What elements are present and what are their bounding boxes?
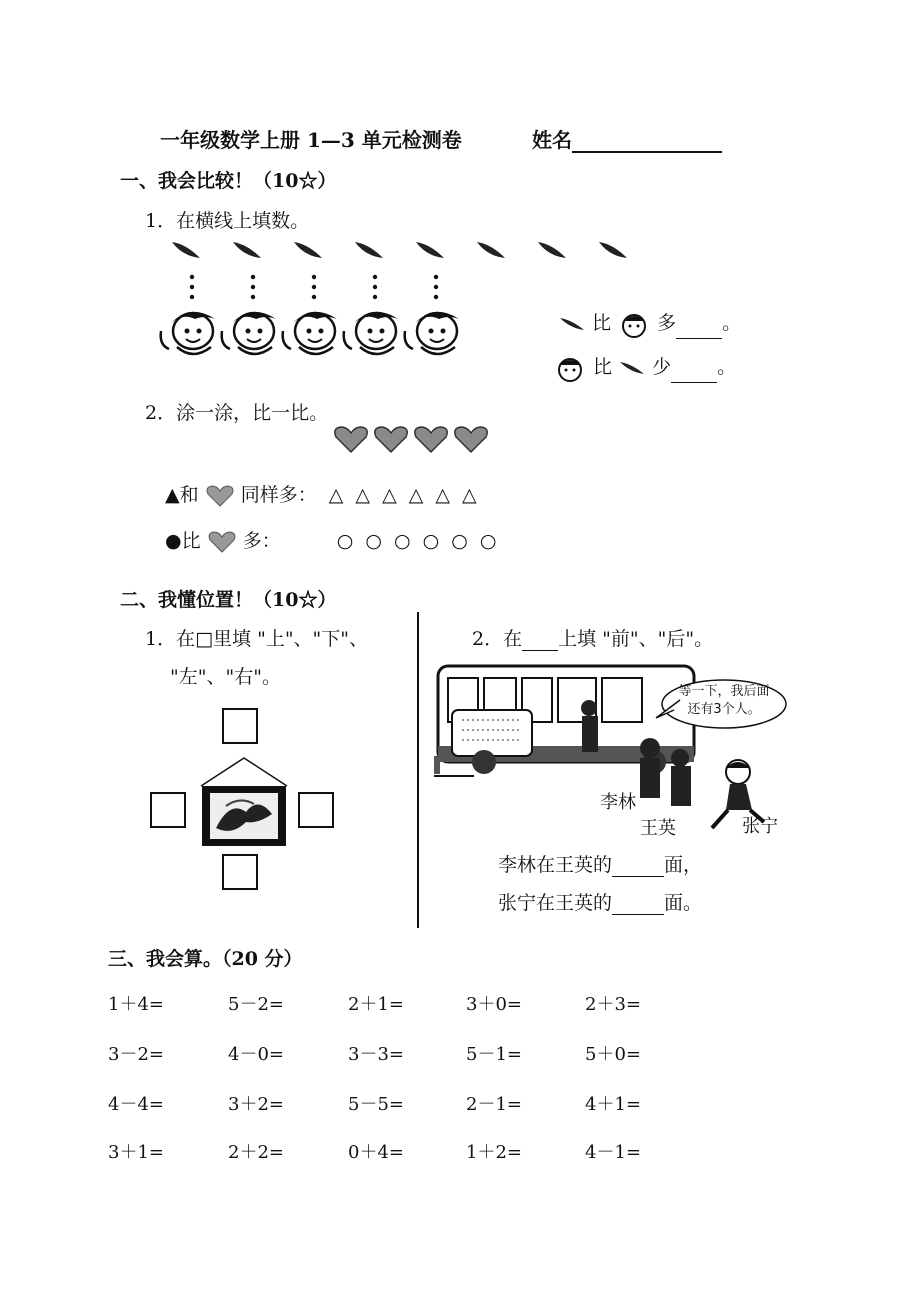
section2-q2-example-blank xyxy=(522,632,558,651)
arithmetic-problem[interactable]: 3＋1= xyxy=(108,1142,164,1163)
dot-mark xyxy=(190,275,194,279)
face-icon xyxy=(161,312,215,354)
section2-q1-label-line2: "左"、"右"。 xyxy=(170,666,281,688)
compare1-word-a: 比 xyxy=(592,312,612,334)
carrot-icon xyxy=(599,242,627,258)
dot-mark xyxy=(312,295,316,299)
arithmetic-problem[interactable]: 4－4= xyxy=(108,1094,164,1115)
face-icon xyxy=(222,312,276,354)
section2-q2-label xyxy=(472,624,713,651)
dot-mark xyxy=(251,295,255,299)
face-icon xyxy=(405,312,459,354)
heart-icon xyxy=(335,427,367,452)
name-label-wang: 王英 xyxy=(640,818,676,839)
carrot-icon xyxy=(558,314,586,334)
triangle-label-a: ▲和 xyxy=(165,484,199,506)
arithmetic-problem[interactable]: 4－1= xyxy=(585,1142,641,1163)
dot-mark xyxy=(190,285,194,289)
dot-mark xyxy=(434,285,438,289)
carrot-icon xyxy=(416,242,444,258)
box-left[interactable] xyxy=(150,792,186,828)
compare1-blank[interactable] xyxy=(676,320,722,339)
section2-heading: 二、我懂位置！（10☆） xyxy=(120,589,337,611)
triangle-shapes[interactable]: △ △ △ △ △ △ xyxy=(328,484,480,506)
carrot-icon xyxy=(618,358,646,378)
compare-row-circles xyxy=(165,526,499,554)
dotted-lines xyxy=(180,272,470,306)
name-field[interactable] xyxy=(532,124,722,153)
arithmetic-problem[interactable]: 3＋2= xyxy=(228,1094,284,1115)
arithmetic-problem[interactable]: 3－3= xyxy=(348,1044,404,1065)
dot-mark xyxy=(373,285,377,289)
carrot-icon xyxy=(355,242,383,258)
framed-picture xyxy=(196,756,292,850)
arithmetic-problem[interactable]: 5－1= xyxy=(466,1044,522,1065)
column-divider xyxy=(417,612,419,928)
arithmetic-problem[interactable]: 2＋2= xyxy=(228,1142,284,1163)
face-icon xyxy=(283,312,337,354)
face-icon xyxy=(617,309,651,339)
arithmetic-problem[interactable]: 4－0= xyxy=(228,1044,284,1065)
name-label-zhang: 张宁 xyxy=(742,816,778,837)
face-icon xyxy=(344,312,398,354)
compare-line-2 xyxy=(553,352,736,383)
heart-icon xyxy=(207,530,237,554)
compare-line-1 xyxy=(558,308,741,339)
dot-mark xyxy=(251,275,255,279)
section3-heading: 三、我会算。（20 分） xyxy=(108,948,303,970)
face-icon xyxy=(553,353,587,383)
sentence2-a: 张宁在王英的 xyxy=(498,892,613,914)
carrot-icon xyxy=(538,242,566,258)
section1-q1-label: 1．在横线上填数。 xyxy=(145,210,310,232)
arithmetic-problem[interactable]: 5－2= xyxy=(228,994,284,1015)
arithmetic-problem[interactable]: 3－2= xyxy=(108,1044,164,1065)
heart-icon xyxy=(455,427,487,452)
compare1-word-b: 多 xyxy=(657,312,677,334)
name-label: 姓名 xyxy=(532,128,572,152)
speech-line-1: 等一下，我后面 xyxy=(678,684,770,699)
position-sentence-2 xyxy=(498,888,702,915)
carrot-icon xyxy=(172,242,200,258)
position-sentence-1 xyxy=(498,850,702,877)
dot-mark xyxy=(190,295,194,299)
arithmetic-problem[interactable]: 1＋4= xyxy=(108,994,164,1015)
section2-q2-label-b: 上填 "前"、"后"。 xyxy=(558,628,714,650)
section1-heading: 一、我会比较！（10☆） xyxy=(120,170,337,192)
section1-q2-label: 2．涂一涂，比一比。 xyxy=(145,402,329,424)
triangle-label-b: 同样多： xyxy=(240,484,317,506)
arithmetic-problem[interactable]: 5－5= xyxy=(348,1094,404,1115)
sentence1-a: 李林在王英的 xyxy=(498,854,613,876)
compare-row-triangles xyxy=(165,480,480,508)
circle-label-a: ●比 xyxy=(165,530,201,552)
arithmetic-problem[interactable]: 1＋2= xyxy=(466,1142,522,1163)
face-row xyxy=(155,305,475,365)
arithmetic-problem[interactable]: 2＋3= xyxy=(585,994,641,1015)
section2-q2-label-a: 2．在 xyxy=(472,628,523,650)
dot-mark xyxy=(434,295,438,299)
heart-icon xyxy=(205,484,235,508)
compare2-word-b: 少 xyxy=(652,356,672,378)
heart-icon xyxy=(375,427,407,452)
carrot-row xyxy=(170,238,640,268)
arithmetic-problem[interactable]: 0＋4= xyxy=(348,1142,404,1163)
box-top[interactable] xyxy=(222,708,258,744)
compare2-word-a: 比 xyxy=(593,356,613,378)
carrot-icon xyxy=(294,242,322,258)
circle-label-b: 多： xyxy=(242,530,281,552)
heart-row xyxy=(332,425,497,455)
arithmetic-problem[interactable]: 4＋1= xyxy=(585,1094,641,1115)
sentence2-blank[interactable] xyxy=(612,896,664,915)
dot-mark xyxy=(251,285,255,289)
sentence1-b: 面， xyxy=(664,854,703,876)
sentence2-b: 面。 xyxy=(664,892,703,914)
dot-mark xyxy=(373,295,377,299)
dot-mark xyxy=(312,285,316,289)
speech-line-2: 还有3个人。 xyxy=(687,702,761,717)
compare2-blank[interactable] xyxy=(671,364,717,383)
compare2-end: 。 xyxy=(717,356,737,378)
arithmetic-problem[interactable]: 3＋0= xyxy=(466,994,522,1015)
name-label-li: 李林 xyxy=(600,792,636,813)
sentence1-blank[interactable] xyxy=(612,858,664,877)
dot-mark xyxy=(373,275,377,279)
page-title: 一年级数学上册 1—3 单元检测卷 xyxy=(160,128,462,152)
arithmetic-problem[interactable]: 5＋0= xyxy=(585,1044,641,1065)
box-right[interactable] xyxy=(298,792,334,828)
dot-mark xyxy=(312,275,316,279)
arithmetic-problem[interactable]: 2－1= xyxy=(466,1094,522,1115)
name-blank-line[interactable] xyxy=(572,131,722,153)
arithmetic-problem[interactable]: 2＋1= xyxy=(348,994,404,1015)
dot-mark xyxy=(434,275,438,279)
compare1-end: 。 xyxy=(722,312,742,334)
heart-icon xyxy=(415,427,447,452)
box-bottom[interactable] xyxy=(222,854,258,890)
speech-bubble-text xyxy=(654,683,794,719)
carrot-icon xyxy=(477,242,505,258)
carrot-icon xyxy=(233,242,261,258)
circle-shapes[interactable]: ○ ○ ○ ○ ○ ○ xyxy=(336,530,500,552)
section2-q1-label-line1: 1．在□里填 "上"、"下"、 xyxy=(145,628,369,650)
